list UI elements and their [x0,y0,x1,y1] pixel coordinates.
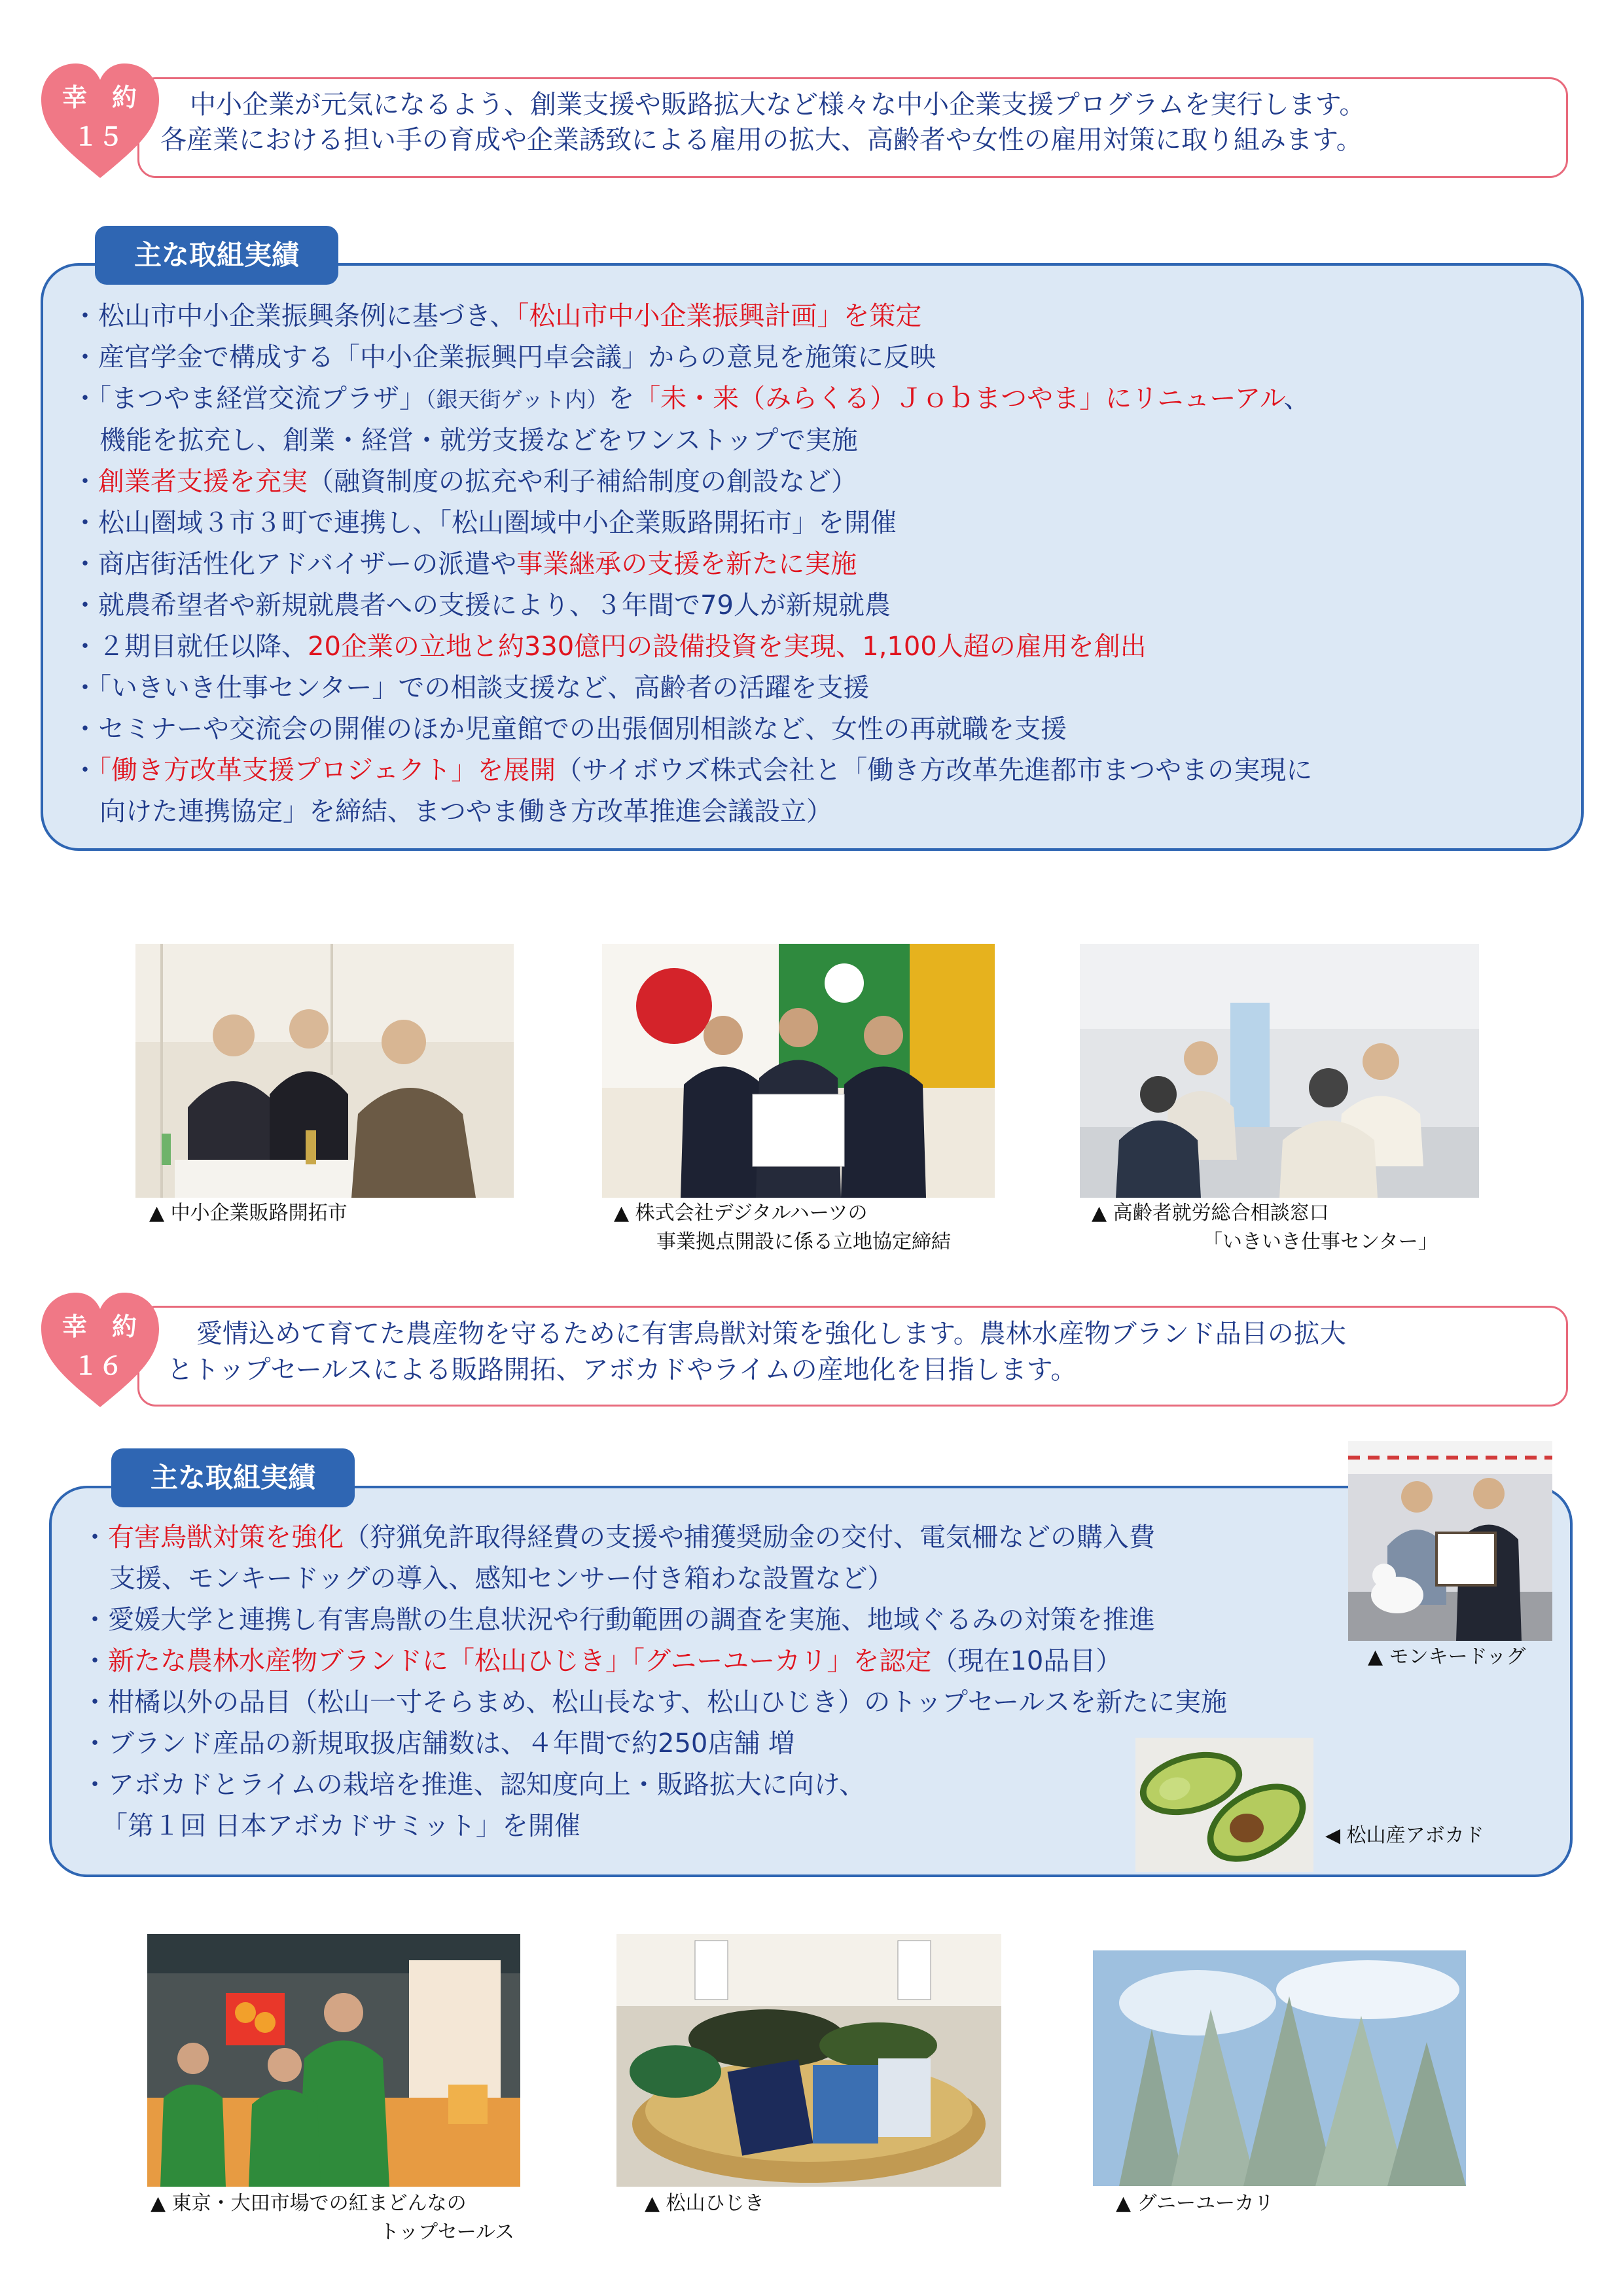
list-item: ・ブランド産品の新規取扱店舗数は、４年間で約250店舗 増 [82,1729,795,1759]
list-item: 支援、モンキードッグの導入、感知センサー付き箱わな設置など） [109,1564,894,1594]
caption-gunnii: ▲ グニーユーカリ [1116,2192,1274,2215]
list-item: ・セミナーや交流会の開催のほか児童館での出張個別相談など、女性の再就職を支援 [72,714,1067,744]
list-item: 向けた連携協定」を締結、まつやま働き方改革推進会議設立） [99,797,832,827]
photo-top-sales [147,1934,520,2187]
achievements-16-list [82,1517,1227,1847]
photo-agreement-signing [602,944,995,1198]
list-item: ・新たな農林水産物ブランドに「松山ひじき」「グニーユーカリ」を認定（現在10品目） [82,1646,1122,1676]
pledge-16-heart-title: 幸 約 [62,1312,137,1341]
list-item: ・松山圏域３市３町で連携し、「松山圏域中小企業販路開拓市」を開催 [72,508,897,538]
caption-avocado: ◀ 松山産アボカド [1325,1824,1484,1847]
pledge-15-heart-number: １５ [73,122,123,151]
photo-gunnii-eucalyptus [1093,1950,1466,2186]
pledge-16-heart-number: １６ [73,1352,123,1380]
caption-consultation-line-1: ▲ 高齢者就労総合相談窓口 [1092,1202,1329,1225]
caption-agreement-line-2: 事業拠点開設に係る立地協定締結 [656,1230,951,1253]
list-item: ・商店街活性化アドバイザーの派遣や事業継承の支援を新たに実施 [72,549,857,579]
pledge-16-line-2: とトップセールスによる販路開拓、アボカドやライムの産地化を目指します。 [167,1355,1077,1385]
list-item: ・有害鳥獣対策を強化（狩猟免許取得経費の支援や捕獲奨励金の交付、電気柵などの購入費 [82,1522,1155,1552]
list-item: 「第１回 日本アボカドサミット」を開催 [101,1811,580,1841]
caption-top-sales-line-2: トップセールス [380,2221,515,2244]
caption-top-sales-line-1: ▲ 東京・大田市場での紅まどんなの [151,2192,467,2215]
list-item: ・「いきいき仕事センター」での相談支援など、高齢者の活躍を支援 [72,673,870,703]
achievements-15-list [72,296,1312,833]
list-item: ・「まつやま経営交流プラザ」（銀天街ゲット内）を「未・来（みらくる）Ｊｏｂまつやま」にリニューアル、 [72,384,1310,414]
pledge-15-line-1: 中小企業が元気になるよう、創業支援や販路拡大など様々な中小企業支援プログラムを実行します。 [190,90,1366,120]
photo-consultation-center [1080,944,1479,1198]
list-item: ・松山市中小企業振興条例に基づき、「松山市中小企業振興計画」を策定 [72,301,922,331]
list-item: 機能を拡充し、創業・経営・就労支援などをワンストップで実施 [99,425,858,456]
pledge-15-heart-title: 幸 約 [62,83,137,112]
achievements-15-tab: 主な取組実績 [95,226,338,285]
achievements-16-tab: 主な取組実績 [111,1448,355,1507]
pledge-16-line-1: 愛情込めて育てた農産物を守るために有害鳥獣対策を強化します。農林水産物ブランド品目の拡大 [196,1319,1346,1349]
caption-trade-fair: ▲ 中小企業販路開拓市 [149,1202,348,1225]
list-item: ・アボカドとライムの栽培を推進、認知度向上・販路拡大に向け、 [82,1770,866,1800]
photo-avocado [1135,1738,1313,1872]
list-item: ・創業者支援を充実（融資制度の拡充や利子補給制度の創設など） [72,467,857,497]
list-item: ・愛媛大学と連携し有害鳥獣の生息状況や行動範囲の調査を実施、地域ぐるみの対策を推進 [82,1605,1155,1635]
photo-monkey-dog [1348,1441,1552,1641]
pledge-15-line-2: 各産業における担い手の育成や企業誘致による雇用の拡大、高齢者や女性の雇用対策に取り組みます。 [160,125,1363,155]
list-item: ・２期目就任以降、20企業の立地と約330億円の設備投資を実現、1,100人超の雇用を創出 [72,632,1147,662]
list-item: ・柑橘以外の品目（松山一寸そらまめ、松山長なす、松山ひじき）のトップセールスを新たに実施 [82,1687,1227,1717]
caption-agreement-line-1: ▲ 株式会社デジタルハーツの [614,1202,868,1225]
list-item: ・「働き方改革支援プロジェクト」を展開（サイボウズ株式会社と「働き方改革先進都市まつやまの実現に [72,755,1313,785]
photo-trade-fair [135,944,514,1198]
list-item: ・就農希望者や新規就農者への支援により、３年間で79人が新規就農 [72,590,891,620]
caption-monkey-dog: ▲ モンキードッグ [1368,1645,1526,1668]
caption-hijiki: ▲ 松山ひじき [645,2192,764,2215]
caption-consultation-line-2: 「いきいき仕事センター」 [1203,1230,1438,1253]
photo-matsuyama-hijiki [616,1934,1001,2187]
list-item: ・産官学金で構成する「中小企業振興円卓会議」からの意見を施策に反映 [72,342,936,372]
